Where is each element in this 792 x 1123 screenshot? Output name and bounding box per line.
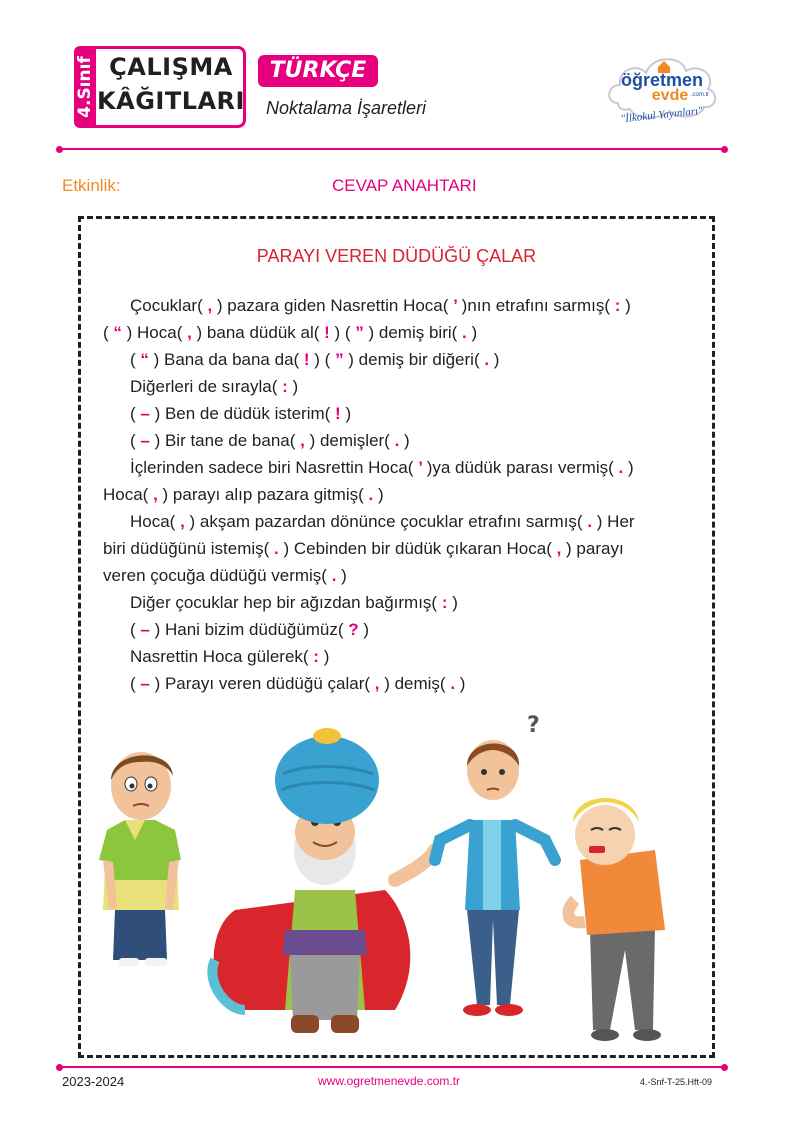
story-text-segment: ) parayı [566, 539, 624, 558]
story-text-segment: ) demiş biri( [368, 323, 458, 342]
story-line-6 [130, 431, 410, 451]
story-text-segment: )ya düdük parası vermiş( [426, 458, 614, 477]
punctuation-answer: . [445, 674, 460, 693]
story-text-segment: ) Bana da bana da( [153, 350, 300, 369]
story-text-segment: )nın etrafını sarmış( [461, 296, 610, 315]
story-text-segment: Nasrettin Hoca gülerek( [130, 647, 309, 666]
story-text-segment: biri düdüğünü istemiş( [103, 539, 270, 558]
story-text-segment: ) [404, 431, 410, 450]
story-line-7 [130, 458, 634, 478]
punctuation-answer: ! [330, 404, 346, 423]
story-line-15 [130, 674, 465, 694]
footer-divider [60, 1066, 724, 1068]
story-text-segment: ( [130, 404, 136, 423]
story-text-segment: ) [452, 593, 458, 612]
story-text-segment: ) demiş( [384, 674, 446, 693]
punctuation-answer: – [135, 404, 155, 423]
title-line-1: ÇALIŞMA [109, 53, 233, 81]
punctuation-answer: ? [343, 620, 364, 639]
footer-year: 2023-2024 [62, 1074, 125, 1089]
story-line-4 [130, 377, 298, 397]
svg-text:?: ? [527, 713, 540, 738]
logo-name: öğretmen [620, 70, 704, 90]
story-text-segment: ) Her [596, 512, 635, 531]
punctuation-answer: “ [135, 350, 154, 369]
logo-name-2: evde [651, 87, 689, 104]
story-line-9 [130, 512, 635, 532]
story-line-2 [103, 323, 477, 343]
story-text-segment: ) [363, 620, 370, 639]
punctuation-answer: ’ [413, 458, 427, 477]
story-text-segment: ) [459, 674, 466, 693]
punctuation-answer: : [308, 647, 324, 666]
title-line-2: KÂĞITLARI [97, 87, 245, 115]
story-line-11 [103, 566, 347, 586]
story-text-segment: ) Parayı veren düdüğü çalar( [154, 674, 371, 693]
story-text-segment: ) demişler( [309, 431, 390, 450]
punctuation-answer: , [295, 431, 310, 450]
punctuation-answer: – [135, 620, 155, 639]
punctuation-answer: , [175, 512, 190, 531]
punctuation-answer: . [326, 566, 342, 585]
story-text-segment: ) Ben de düdük isterim( [154, 404, 331, 423]
story-text-segment: ) [471, 323, 478, 342]
story-line-12 [130, 593, 458, 613]
story-text-segment: ( [130, 620, 136, 639]
story-line-10 [103, 539, 624, 559]
story-text-segment: ) [627, 458, 634, 477]
story-text-segment: ) ( [314, 350, 331, 369]
punctuation-answer: – [135, 674, 155, 693]
answer-key-label: CEVAP ANAHTARI [332, 176, 477, 195]
story-text-segment: ( [130, 350, 136, 369]
boy-whistling [568, 798, 665, 1041]
story-text-segment: Çocuklar( [130, 296, 203, 315]
story-text-segment: ) [341, 566, 347, 585]
punctuation-answer: . [269, 539, 284, 558]
story-text-segment: ) ( [334, 323, 351, 342]
story-text-segment: ) [377, 485, 384, 504]
story-text-segment: Hoca( [130, 512, 176, 531]
story-text-segment: ) Bir tane de bana( [154, 431, 296, 450]
punctuation-answer: ! [299, 350, 315, 369]
header-divider [60, 148, 724, 150]
story-text-segment: ) demiş bir diğeri( [348, 350, 480, 369]
story-text-segment: ) pazara giden Nasrettin Hoca( [216, 296, 449, 315]
boy-green-shirt [99, 752, 181, 966]
logo-tagline: "İlkokul Yayınları" [620, 104, 704, 126]
punctuation-answer: ” [350, 323, 369, 342]
punctuation-answer: . [363, 485, 378, 504]
story-text-segment: İçlerinden sadece biri Nasrettin Hoca( [130, 458, 414, 477]
story-text-segment: veren çocuğa düdüğü vermiş( [103, 566, 327, 585]
grade-label-wrap [74, 46, 96, 128]
footer-dot-left [56, 1064, 63, 1071]
subject-badge: TÜRKÇE [258, 55, 378, 87]
story-text-segment: ) bana düdük al( [196, 323, 320, 342]
story-text-segment: ) [323, 647, 330, 666]
story-text-segment: ) [292, 377, 299, 396]
footer-website[interactable]: www.ogretmenevde.com.tr [318, 1074, 461, 1088]
logo-suffix: .com.tr [690, 92, 710, 98]
story-title: PARAYI VEREN DÜDÜĞÜ ÇALAR [256, 246, 537, 266]
publisher-logo [604, 45, 720, 130]
punctuation-answer: . [457, 323, 472, 342]
punctuation-answer: : [610, 296, 626, 315]
punctuation-answer: . [582, 512, 597, 531]
story-line-1 [130, 296, 631, 316]
punctuation-answer: , [551, 539, 567, 558]
story-text-segment: Diğer çocuklar hep bir ağızdan bağırmış( [130, 593, 438, 612]
footer-dot-right [721, 1064, 728, 1071]
story-text-segment: ) [625, 296, 631, 315]
topic-title: Noktalama İşaretleri [266, 98, 427, 118]
story-text-segment: ) Cebinden bir düdük çıkaran Hoca( [283, 539, 552, 558]
story-text-segment: ( [103, 323, 109, 342]
story-text-segment: Hoca( [103, 485, 149, 504]
divider-dot-left [56, 146, 63, 153]
story-text-segment: ) parayı alıp pazara gitmiş( [162, 485, 364, 504]
punctuation-answer: . [479, 350, 494, 369]
punctuation-answer: . [389, 431, 405, 450]
punctuation-answer: . [613, 458, 628, 477]
story-line-8 [103, 485, 384, 505]
story-line-14 [130, 647, 329, 667]
story-line-13 [130, 620, 369, 640]
punctuation-answer: , [370, 674, 385, 693]
story-text-segment: ( [130, 674, 136, 693]
nasreddin-hoca [212, 728, 435, 1033]
story-line-3 [130, 350, 499, 370]
punctuation-answer: ! [319, 323, 335, 342]
story-text-segment: ( [130, 431, 136, 450]
punctuation-answer: , [202, 296, 217, 315]
story-illustration [95, 710, 705, 1055]
punctuation-answer: : [437, 593, 453, 612]
story-text-segment: ) Hoca( [126, 323, 183, 342]
punctuation-answer: , [148, 485, 163, 504]
divider-dot-right [721, 146, 728, 153]
footer-code: 4.-Snf-T-25.Hft-09 [640, 1077, 713, 1087]
punctuation-answer: : [277, 377, 293, 396]
story-text-segment: ) Hani bizim düdüğümüz( [154, 620, 344, 639]
story-line-5 [130, 404, 351, 424]
boy-shrugging [435, 713, 555, 1016]
story-text-segment: ) akşam pazardan dönünce çocuklar etrafını sarmış( [189, 512, 583, 531]
grade-label: 4.Sınıf [75, 56, 95, 118]
story-text-segment: Diğerleri de sırayla( [130, 377, 278, 396]
punctuation-answer: ’ [448, 296, 462, 315]
punctuation-answer: ” [330, 350, 349, 369]
story-text-segment: ) [345, 404, 352, 423]
punctuation-answer: “ [108, 323, 127, 342]
punctuation-answer: , [182, 323, 197, 342]
activity-label: Etkinlik: [62, 176, 121, 195]
story-text-segment: ) [493, 350, 500, 369]
punctuation-answer: – [135, 431, 155, 450]
